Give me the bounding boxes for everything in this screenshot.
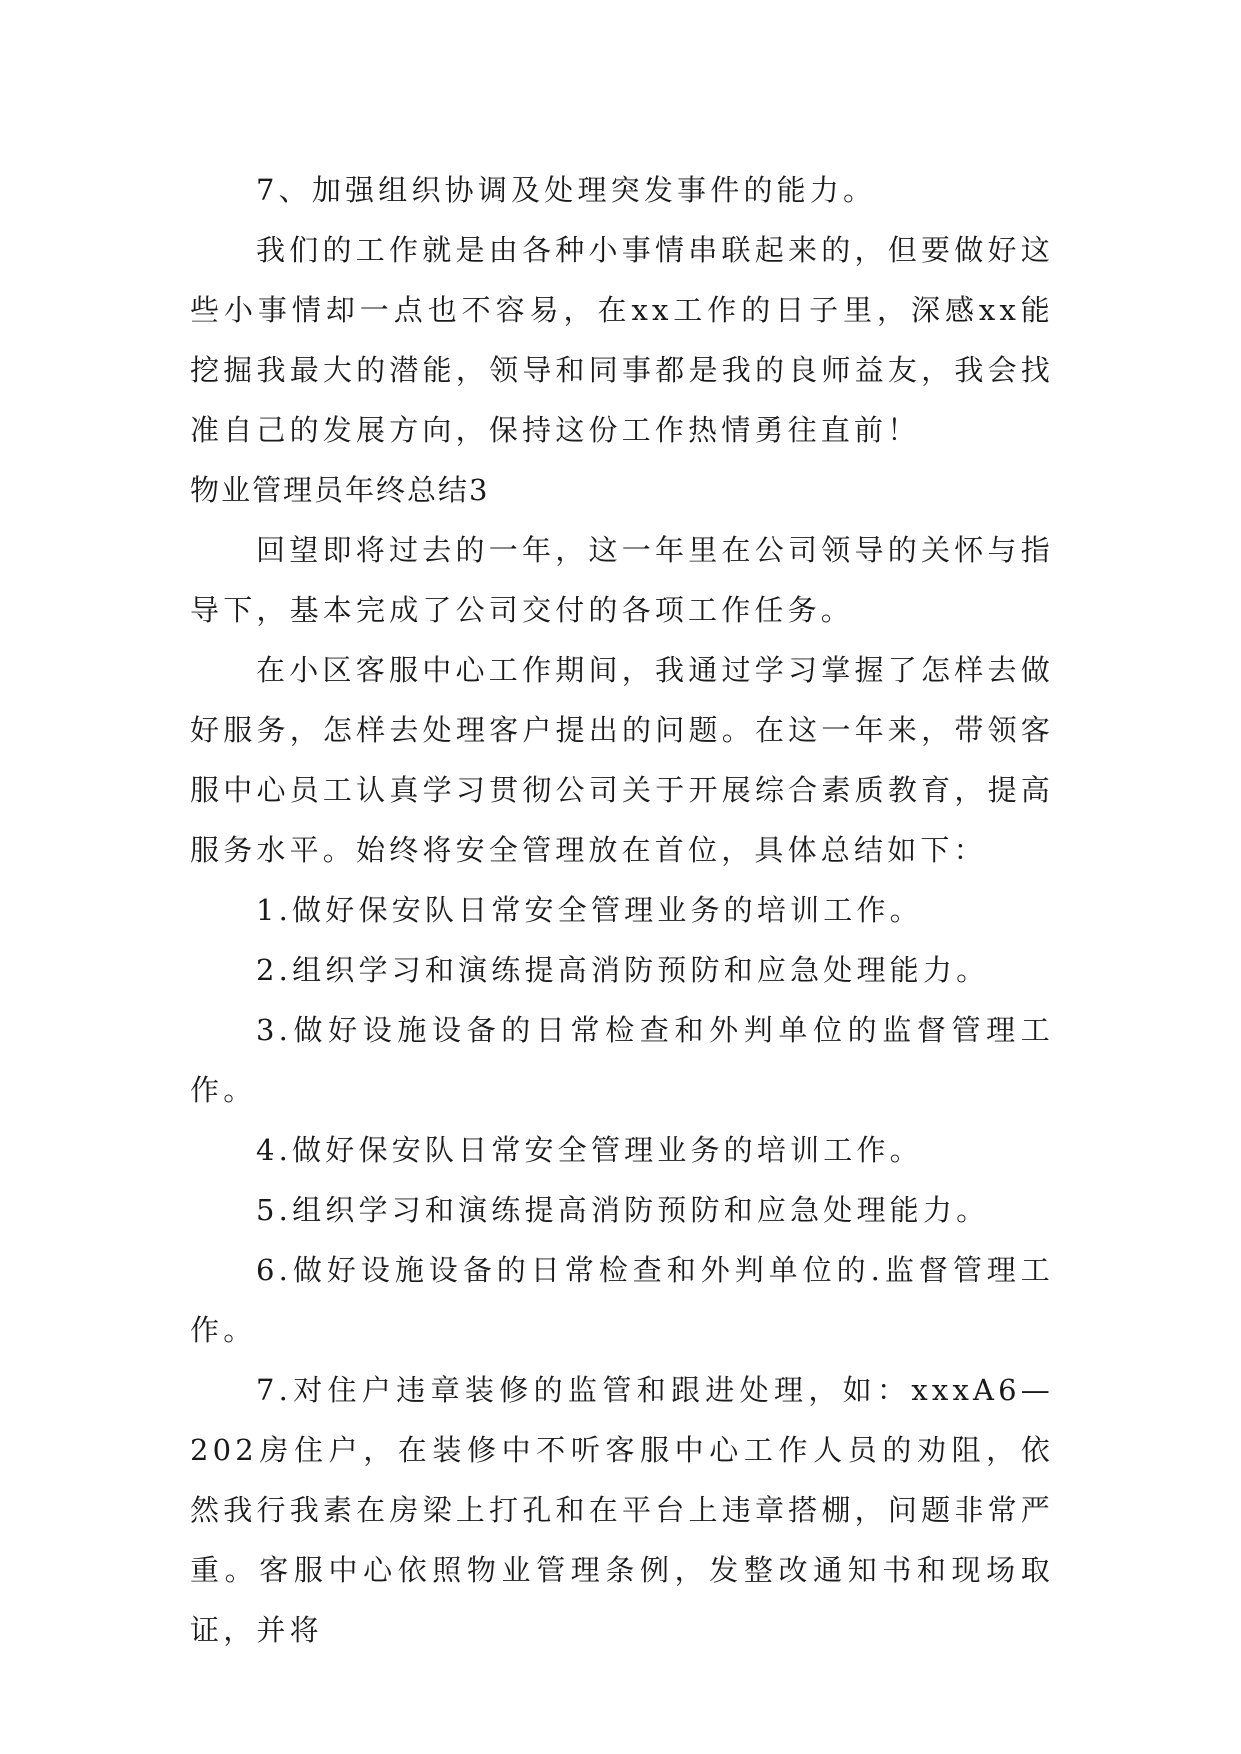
section-title: 物业管理员年终总结3 [190, 473, 490, 507]
list-item-1: 1.做好保安队日常安全管理业务的培训工作。 [256, 893, 923, 927]
paragraph-closing-remarks: 我们的工作就是由各种小事情串联起来的，但要做好这些小事情却一点也不容易，在xx工作的日子里，深感xx能挖掘我最大的潜能，领导和同事都是我的良师益友，我会找准自己的发展方向，保持这份工作热情勇往直前！ [190, 233, 1054, 447]
list-item-2: 2.组织学习和演练提高消防预防和应急处理能力。 [256, 953, 990, 987]
list-item-5: 5.组织学习和演练提高消防预防和应急处理能力。 [256, 1193, 990, 1227]
list-item-3: 3.做好设施设备的日常检查和外判单位的监督管理工作。 [190, 1013, 1054, 1107]
list-item-4: 4.做好保安队日常安全管理业务的培训工作。 [256, 1133, 923, 1167]
list-item-7: 7.对住户违章装修的监管和跟进处理，如：xxxA6—202房住户，在装修中不听客服中心工作人员的劝阻，依然我行我素在房梁上打孔和在平台上违章搭棚，问题非常严重。客服中心依照物业管理条例，发整改通知书和现场取证，并将 [190, 1373, 1054, 1647]
paragraph-review-year: 回望即将过去的一年，这一年里在公司领导的关怀与指导下，基本完成了公司交付的各项工作任务。 [190, 533, 1054, 627]
list-item-6: 6.做好设施设备的日常检查和外判单位的.监督管理工作。 [190, 1253, 1054, 1347]
paragraph-item-7-coordination: 7、加强组织协调及处理突发事件的能力。 [256, 173, 877, 207]
paragraph-service-center: 在小区客服中心工作期间，我通过学习掌握了怎样去做好服务，怎样去处理客户提出的问题。在这一年来，带领客服中心员工认真学习贯彻公司关于开展综合素质教育，提高服务水平。始终将安全管理放在首位，具体总结如下： [190, 653, 1054, 867]
document-body [190, 160, 1054, 1660]
